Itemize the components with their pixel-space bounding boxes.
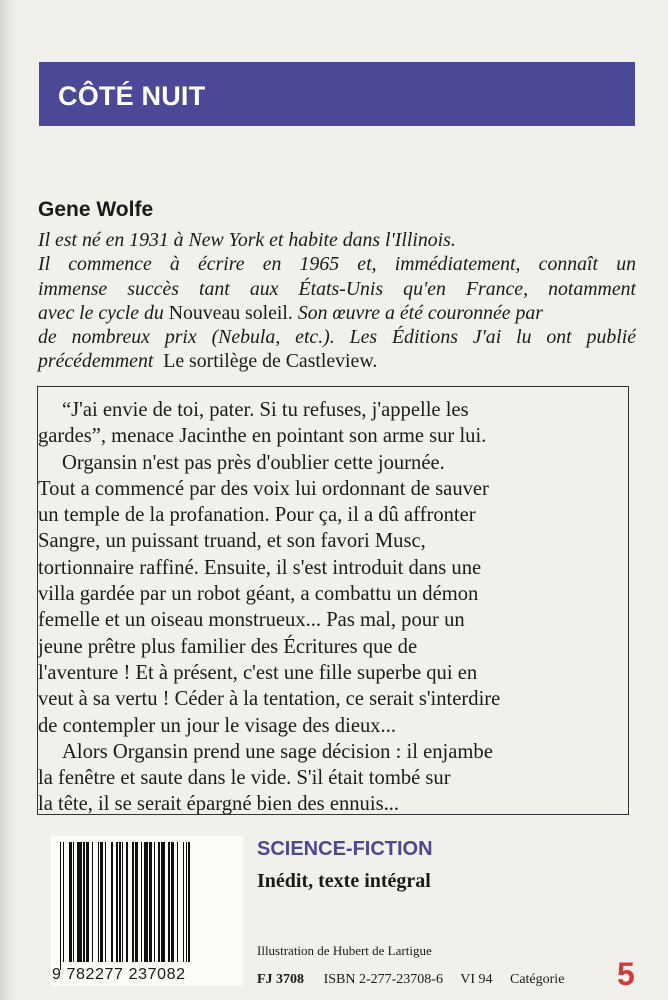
barcode-bar: [171, 842, 174, 962]
barcode-bar: [122, 842, 123, 962]
synopsis-line: l'aventure ! Et à présent, c'est une fille superbe qui en: [38, 661, 478, 684]
barcode: [60, 842, 234, 962]
barcode-bar: [119, 842, 120, 962]
synopsis-line: veut à sa vertu ! Céder à la tentation, ce serait s'interdire: [38, 688, 501, 711]
synopsis-line: Organsin n'est pas près d'oublier cette journée.: [62, 451, 445, 474]
book-cycle-title: Nouveau soleil.: [168, 301, 293, 324]
publishing-info: [257, 972, 637, 988]
bio-line: de nombreux prix (Nebula, etc.). Les Éditions J'ai lu ont publié: [38, 326, 636, 349]
barcode-bar: [86, 842, 89, 962]
synopsis-line: la tête, il se serait épargné bien des ennuis...: [38, 793, 400, 816]
bio-line: Il est né en 1931 à New York et habite dans l'Illinois.: [38, 229, 456, 251]
series-number: FJ 3708: [257, 972, 305, 987]
category-label: Catégorie: [509, 972, 565, 987]
barcode-digits: 9 782277 237082: [52, 966, 186, 983]
synopsis-line: gardes”, menace Jacinthe en pointant son arme sur lui.: [38, 425, 487, 448]
bio-line: [38, 349, 636, 373]
barcode-bar: [161, 842, 165, 962]
category-number: 5: [617, 956, 635, 992]
barcode-bar: [105, 842, 106, 962]
barcode-bar: [144, 842, 148, 962]
barcode-bar: [73, 842, 74, 962]
synopsis-line: tortionnaire raffiné. Ensuite, il s'est introduit dans une: [38, 556, 482, 579]
synopsis-line: femelle et un oiseau monstrueux... Pas mal, pour un: [38, 609, 465, 632]
barcode-bar: [63, 842, 64, 962]
synopsis-line: Alors Organsin prend une sage décision : il enjambe: [62, 740, 493, 763]
barcode-bar: [126, 842, 127, 962]
synopsis-line: de contempler un jour le visage des dieux...: [38, 714, 396, 737]
barcode-bar: [111, 842, 114, 962]
barcode-bar: [158, 842, 159, 962]
author-name: Gene Wolfe: [38, 198, 154, 221]
barcode-bar: [177, 842, 178, 962]
printing-code: VI 94: [460, 972, 493, 987]
synopsis-line: villa gardée par un robot géant, a combattu un démon: [38, 583, 479, 606]
bio-line: immense succès tant aux États-Unis qu'en France, notamment: [38, 277, 636, 300]
bio-line: [38, 301, 636, 325]
barcode-bar: [100, 842, 103, 962]
synopsis-line: la fenêtre et saute dans le vide. S'il était tombé sur: [38, 767, 451, 790]
barcode-bar: [98, 842, 99, 962]
barcode-bar: [83, 842, 84, 962]
barcode-bar: [149, 842, 152, 962]
genre-label: SCIENCE-FICTION: [257, 838, 433, 860]
barcode-bar: [141, 842, 142, 962]
barcode-bar: [92, 842, 93, 962]
isbn: ISBN 2-277-23708-6: [323, 972, 443, 987]
collection-banner: [39, 62, 635, 126]
previous-book-title: Le sortilège de Castleview.: [163, 350, 378, 373]
synopsis-line: un temple de la profanation. Pour ça, il a dû affronter: [38, 504, 476, 527]
barcode-bar: [188, 842, 189, 962]
barcode-bar: [116, 842, 117, 962]
barcode-bar: [186, 842, 187, 962]
barcode-bar: [69, 842, 72, 962]
author-bio: [38, 228, 636, 374]
synopsis-line: Tout a commencé par des voix lui ordonnant de sauver: [38, 477, 489, 500]
barcode-bar: [77, 842, 81, 962]
barcode-bar: [135, 842, 138, 962]
barcode-bar: [60, 842, 61, 970]
synopsis-line: jeune prêtre plus familier des Écritures que de: [38, 635, 418, 658]
synopsis-line: Sangre, un puissant truand, et son favori Musc,: [38, 530, 426, 553]
bio-line: Il commence à écrire en 1965 et, immédiatement, connaît un: [38, 253, 636, 276]
collection-title: CÔTÉ NUIT: [58, 80, 206, 111]
synopsis-text: [38, 397, 501, 818]
barcode-bar: [154, 842, 155, 962]
barcode-bar: [132, 842, 133, 962]
synopsis-line: “J'ai envie de toi, pater. Si tu refuses, j'appelle les: [62, 399, 469, 421]
illustration-credit: Illustration de Hubert de Lartigue: [257, 943, 432, 958]
bio-text: avec le cycle du: [38, 301, 164, 324]
edition-label: Inédit, texte intégral: [257, 870, 431, 892]
barcode-bar: [183, 842, 184, 962]
cover-edge-shadow: [0, 0, 16, 1000]
barcode-bar: [168, 842, 169, 962]
bio-text: précédemment: [38, 350, 154, 373]
bio-text: Son œuvre a été couronnée par: [297, 301, 544, 324]
